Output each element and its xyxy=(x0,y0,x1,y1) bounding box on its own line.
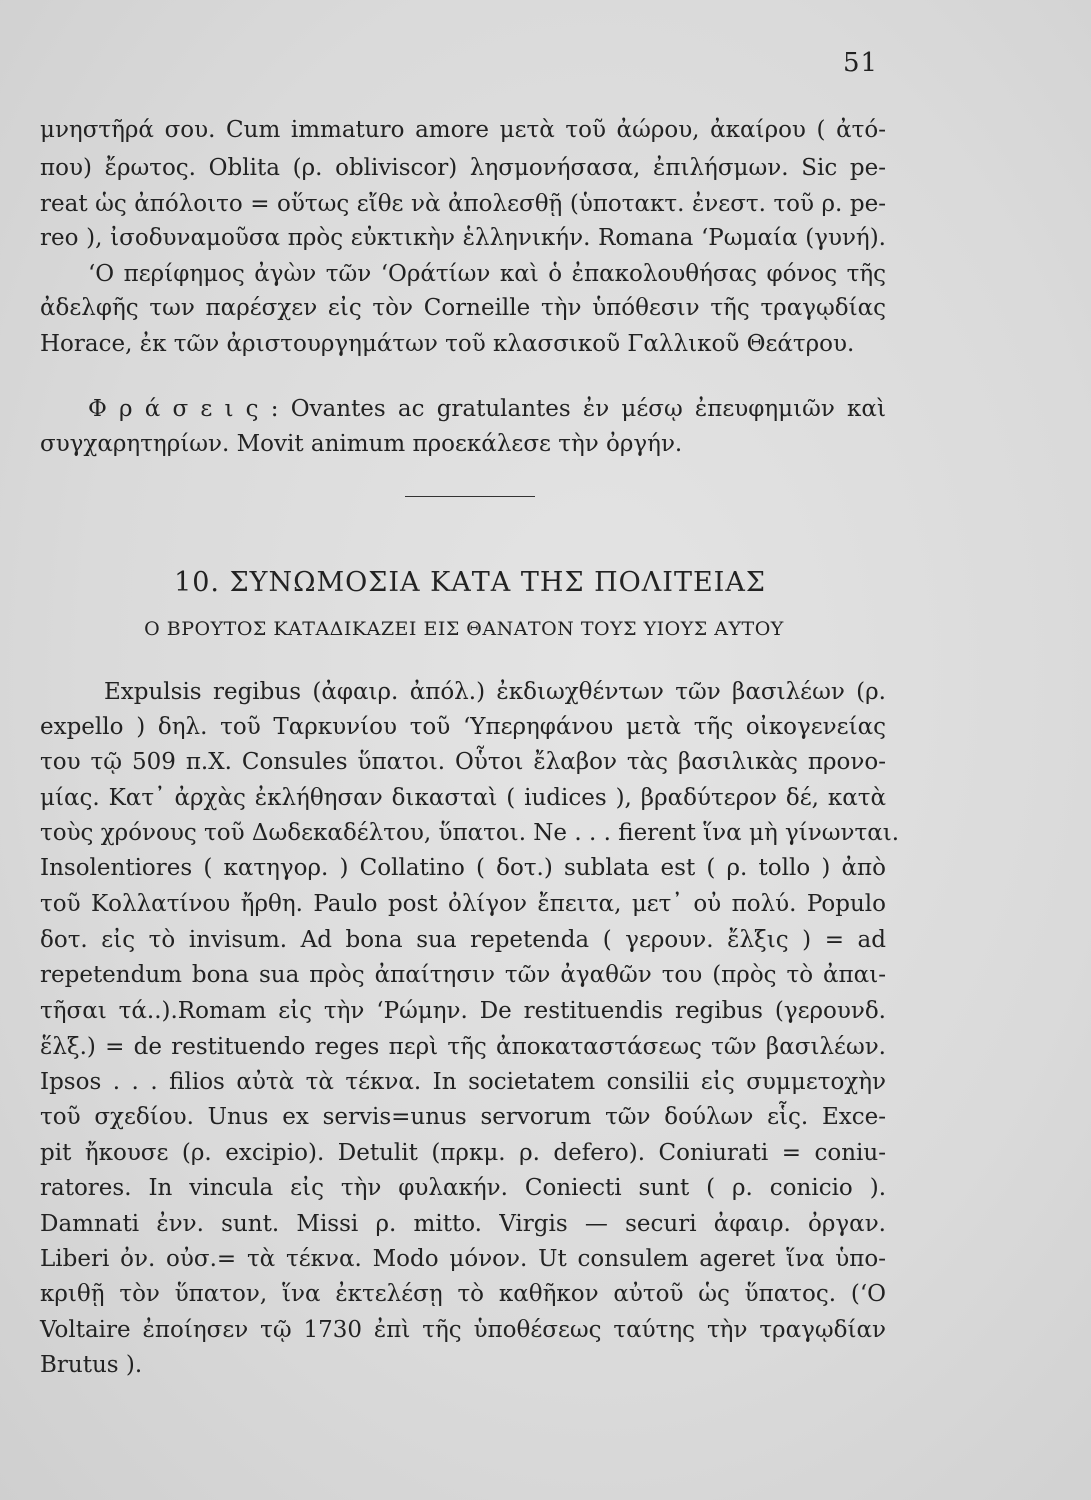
body-line: Brutus ). xyxy=(40,1352,143,1378)
body-line: Expulsis regibus (ἀφαιρ. ἀπόλ.) ἐκδιωχθέντων τῶν βασιλέων (ρ. xyxy=(104,679,886,705)
body-line: expello ) δηλ. τοῦ Ταρκυνίου τοῦ ‘Υπερηφάνου μετὰ τῆς οἰκογενείας xyxy=(40,714,886,740)
body-line: τῆσαι τά..).Romam εἰς τὴν ‘Ρώμην. De restituendis regibus (γερουνδ. xyxy=(40,998,886,1024)
body-line: του τῷ 509 π.Χ. Consules ὕπατοι. Οὗτοι ἔλαβον τὰς βασιλικὰς προνο- xyxy=(40,749,886,775)
text-line: ἀδελφῆς των παρέσχεν εἰς τὸν Corneille τὴν ὑπόθεσιν τῆς τραγῳδίας xyxy=(40,295,886,321)
text-line: που) ἔρωτος. Oblita (ρ. obliviscor) λησμονήσασα, ἐπιλήσμων. Sic pe- xyxy=(40,155,886,181)
text-line: Horace, ἐκ τῶν ἀριστουργημάτων τοῦ κλασσικοῦ Γαλλικοῦ Θεάτρου. xyxy=(40,331,855,357)
text-line: ‘Ο περίφημος ἀγὼν τῶν ‘Οράτίων καὶ ὁ ἐπακολουθήσας φόνος τῆς xyxy=(88,261,886,287)
body-line: Voltaire ἐποίησεν τῷ 1730 ἐπὶ τῆς ὑποθέσεως ταύτης τὴν τραγῳδίαν xyxy=(40,1317,886,1343)
body-line: pit ἤκουσε (ρ. excipio). Detulit (πρκμ. ρ. defero). Coniurati = coniu- xyxy=(40,1140,886,1166)
section-subtitle: Ο ΒΡΟΥΤΟΣ ΚΑΤΑΔΙΚΑΖΕΙ ΕΙΣ ΘΑΝΑΤΟΝ ΤΟΥΣ ΥΙΟΥΣ ΑΥΤΟΥ xyxy=(144,618,784,640)
text-line: μνηστῆρά σου. Cum immaturo amore μετὰ τοῦ ἀώρου, ἀκαίρου ( ἀτό- xyxy=(40,117,886,143)
text-line: reo ), ἰσοδυναμοῦσα πρὸς εὐκτικὴν ἑλληνικήν. Romana ‘Ρωμαία (γυνή). xyxy=(40,225,886,251)
body-line: τοῦ σχεδίου. Unus ex servis=unus servorum τῶν δούλων εἷς. Exce- xyxy=(40,1104,886,1130)
body-line: μίας. Κατ᾽ ἀρχὰς ἐκλήθησαν δικασταὶ ( iudices ), βραδύτερον δέ, κατὰ xyxy=(40,785,886,811)
section-title: 10. ΣΥΝΩΜΟΣΙΑ ΚΑΤΑ ΤΗΣ ΠΟΛΙΤΕΙΑΣ xyxy=(174,567,766,598)
page-number: 51 xyxy=(843,48,879,78)
body-line: τοὺς χρόνους τοῦ Δωδεκαδέλτου, ὕπατοι. Ne . . . fierent ἵνα μὴ γίνωνται. xyxy=(40,820,900,846)
text-line: reat ὡς ἀπόλοιτο = οὕτως εἴθε νὰ ἀπολεσθῇ (ὑποτακτ. ἐνεστ. τοῦ ρ. pe- xyxy=(40,191,886,217)
body-line: Ipsos . . . filios αὐτὰ τὰ τέκνα. In societatem consilii εἰς συμμετοχὴν xyxy=(40,1069,886,1095)
section-divider xyxy=(405,496,535,497)
phrases-line: Φ ρ ά σ ε ι ς : Ovantes ac gratulantes ἐν μέσῳ ἐπευφημιῶν καὶ xyxy=(88,396,886,422)
body-line: τοῦ Κολλατίνου ἤρθη. Paulo post ὀλίγον ἔπειτα, μετ᾽ οὐ πολύ. Populo xyxy=(40,891,886,917)
body-line: ἕλξ.) = de restituendo reges περὶ τῆς ἀποκαταστάσεως τῶν βασιλέων. xyxy=(40,1034,886,1060)
body-line: ratores. In vincula εἰς τὴν φυλακήν. Coniecti sunt ( ρ. conicio ). xyxy=(40,1175,886,1201)
body-line: δοτ. εἰς τὸ invisum. Ad bona sua repetenda ( γερουν. ἔλξις ) = ad xyxy=(40,927,886,953)
body-line: Insolentiores ( κατηγορ. ) Collatino ( δοτ.) sublata est ( ρ. tollo ) ἀπὸ xyxy=(40,855,886,881)
body-line: repetendum bona sua πρὸς ἀπαίτησιν τῶν ἀγαθῶν του (πρὸς τὸ ἀπαι- xyxy=(40,962,886,988)
body-line: κριθῇ τὸν ὕπατον, ἵνα ἐκτελέσῃ τὸ καθῆκον αὐτοῦ ὡς ὕπατος. (‘Ο xyxy=(40,1281,886,1307)
body-line: Liberi ὀν. οὐσ.= τὰ τέκνα. Modo μόνον. Ut consulem ageret ἵνα ὑπο- xyxy=(40,1246,886,1272)
phrases-line: συγχαρητηρίων. Movit animum προεκάλεσε τὴν ὀργήν. xyxy=(40,431,683,457)
body-line: Damnati ἐνν. sunt. Missi ρ. mitto. Virgis — securi ἀφαιρ. ὀργαν. xyxy=(40,1211,886,1237)
